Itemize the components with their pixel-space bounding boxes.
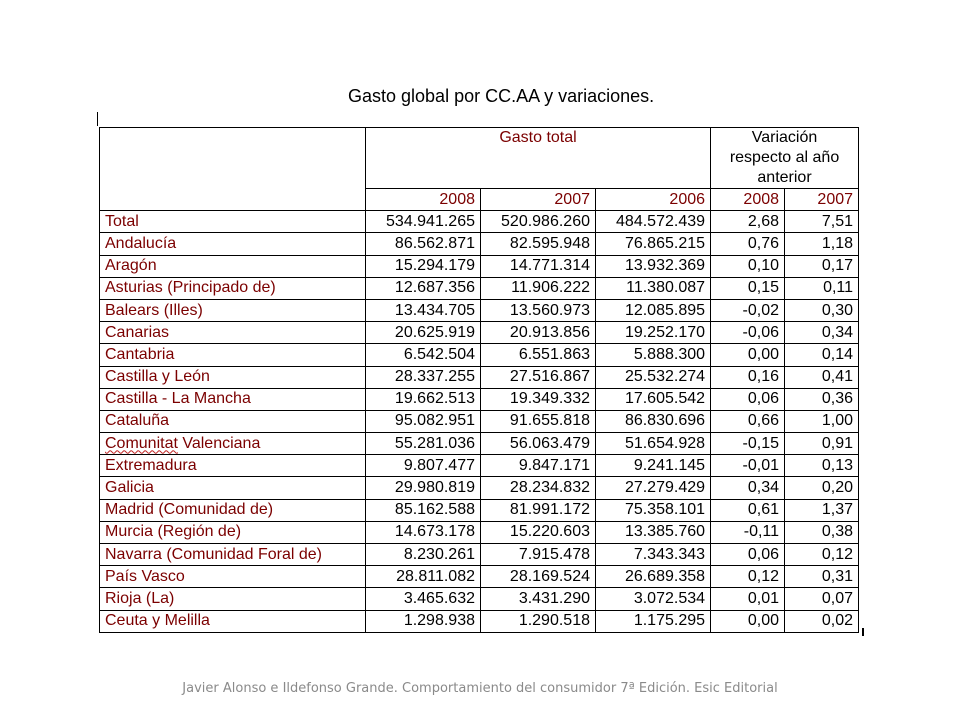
cell-var2007: 0,36 — [785, 388, 859, 410]
cell-v2006: 484.572.439 — [596, 211, 711, 233]
year-header-2006: 2006 — [596, 189, 711, 211]
cell-v2006: 26.689.358 — [596, 566, 711, 588]
cell-v2007: 27.516.867 — [481, 366, 596, 388]
region-name — [100, 588, 366, 610]
cell-var2007: 0,34 — [785, 322, 859, 344]
cell-var2007: 0,30 — [785, 299, 859, 321]
table-row — [100, 233, 859, 255]
cell-v2008: 20.625.919 — [366, 322, 481, 344]
region-name-text: Asturias (Principado de) — [105, 279, 276, 297]
cell-v2007: 91.655.818 — [481, 410, 596, 432]
cell-v2007: 28.234.832 — [481, 477, 596, 499]
cell-var2008: 0,12 — [711, 566, 785, 588]
table-row — [100, 299, 859, 321]
cell-var2007: 1,00 — [785, 410, 859, 432]
footer-citation: Javier Alonso e Ildefonso Grande. Comportamiento del consumidor 7ª Edición. Esic Editorial — [182, 681, 778, 696]
cell-v2008: 28.337.255 — [366, 366, 481, 388]
cell-var2008: -0,06 — [711, 322, 785, 344]
corner-mark-bottom-right — [862, 628, 864, 636]
region-name-text: Ceuta y Melilla — [105, 612, 210, 630]
region-name — [100, 388, 366, 410]
cell-var2007: 0,20 — [785, 477, 859, 499]
cell-var2008: 0,06 — [711, 388, 785, 410]
cell-v2006: 11.380.087 — [596, 277, 711, 299]
cell-v2007: 14.771.314 — [481, 255, 596, 277]
region-name-text: Total — [105, 212, 139, 230]
region-name-text: Murcia (Región de) — [105, 523, 242, 541]
cell-v2008: 6.542.504 — [366, 344, 481, 366]
region-name — [100, 521, 366, 543]
region-name-text: Madrid (Comunidad de) — [105, 501, 274, 519]
table-row — [100, 544, 859, 566]
region-name — [100, 299, 366, 321]
header-variacion — [711, 128, 859, 189]
cell-v2008: 86.562.871 — [366, 233, 481, 255]
cell-v2006: 12.085.895 — [596, 299, 711, 321]
cell-v2006: 7.343.343 — [596, 544, 711, 566]
table-row — [100, 521, 859, 543]
cell-v2008: 55.281.036 — [366, 433, 481, 455]
region-name-text: Aragón — [105, 257, 157, 275]
cell-v2007: 28.169.524 — [481, 566, 596, 588]
header-empty-cell — [100, 128, 366, 211]
cell-v2008: 8.230.261 — [366, 544, 481, 566]
region-name — [100, 433, 366, 455]
cell-var2008: 0,61 — [711, 499, 785, 521]
region-name-text: Canarias — [105, 323, 170, 341]
variation-header-2008: 2008 — [711, 189, 785, 211]
cell-var2008: -0,15 — [711, 433, 785, 455]
table-row — [100, 344, 859, 366]
region-name-text: Castilla y León — [105, 368, 210, 386]
cell-v2007: 13.560.973 — [481, 299, 596, 321]
region-name-text: Balears (Illes) — [105, 301, 203, 319]
cell-var2008: 0,00 — [711, 610, 785, 632]
region-name — [100, 499, 366, 521]
region-name-text: Comunitat Valenciana — [105, 434, 261, 452]
cell-v2006: 76.865.215 — [596, 233, 711, 255]
cell-var2008: 0,10 — [711, 255, 785, 277]
table-row — [100, 211, 859, 233]
cell-var2007: 1,37 — [785, 499, 859, 521]
cell-v2006: 75.358.101 — [596, 499, 711, 521]
cell-var2008: -0,11 — [711, 521, 785, 543]
table-row — [100, 388, 859, 410]
cell-v2008: 95.082.951 — [366, 410, 481, 432]
cell-v2008: 19.662.513 — [366, 388, 481, 410]
cell-v2007: 19.349.332 — [481, 388, 596, 410]
cell-var2007: 1,18 — [785, 233, 859, 255]
cell-v2006: 51.654.928 — [596, 433, 711, 455]
cell-v2006: 9.241.145 — [596, 455, 711, 477]
cell-v2008: 28.811.082 — [366, 566, 481, 588]
region-name — [100, 366, 366, 388]
region-name-text: Galicia — [105, 479, 154, 497]
region-name — [100, 566, 366, 588]
cell-v2006: 19.252.170 — [596, 322, 711, 344]
cell-var2007: 0,91 — [785, 433, 859, 455]
cell-var2008: 0,16 — [711, 366, 785, 388]
table-row — [100, 499, 859, 521]
table-row — [100, 588, 859, 610]
cell-v2006: 13.932.369 — [596, 255, 711, 277]
region-name — [100, 233, 366, 255]
cell-v2007: 3.431.290 — [481, 588, 596, 610]
cell-v2008: 1.298.938 — [366, 610, 481, 632]
cell-v2008: 9.807.477 — [366, 455, 481, 477]
cell-var2008: 0,06 — [711, 544, 785, 566]
cell-v2006: 1.175.295 — [596, 610, 711, 632]
region-name-text: Andalucía — [105, 234, 177, 252]
table-row — [100, 455, 859, 477]
region-name — [100, 322, 366, 344]
cell-v2007: 82.595.948 — [481, 233, 596, 255]
region-name — [100, 610, 366, 632]
cell-var2007: 0,14 — [785, 344, 859, 366]
cell-v2007: 81.991.172 — [481, 499, 596, 521]
table-title: Gasto global por CC.AA y variaciones. — [348, 86, 655, 106]
cell-var2008: -0,02 — [711, 299, 785, 321]
cell-var2008: 0,76 — [711, 233, 785, 255]
spellcheck-word: Comunitat — [105, 434, 178, 452]
corner-mark-top-left — [97, 112, 98, 126]
cell-var2008: 0,15 — [711, 277, 785, 299]
table-row — [100, 566, 859, 588]
cell-v2008: 13.434.705 — [366, 299, 481, 321]
header-variacion-line: respecto al año — [729, 149, 840, 166]
region-name-text: Rioja (La) — [105, 589, 175, 607]
table-row — [100, 477, 859, 499]
header-row-top — [100, 128, 859, 189]
table-row — [100, 410, 859, 432]
table-row — [100, 610, 859, 632]
region-name — [100, 277, 366, 299]
spending-table — [99, 127, 859, 633]
cell-var2007: 7,51 — [785, 211, 859, 233]
cell-v2007: 11.906.222 — [481, 277, 596, 299]
cell-v2006: 13.385.760 — [596, 521, 711, 543]
cell-v2007: 20.913.856 — [481, 322, 596, 344]
cell-v2007: 9.847.171 — [481, 455, 596, 477]
header-variacion-line: Variación — [751, 129, 818, 146]
region-name — [100, 544, 366, 566]
cell-var2007: 0,07 — [785, 588, 859, 610]
region-name-text: Extremadura — [105, 456, 197, 474]
region-name — [100, 344, 366, 366]
cell-var2007: 0,41 — [785, 366, 859, 388]
cell-var2008: 2,68 — [711, 211, 785, 233]
cell-var2007: 0,38 — [785, 521, 859, 543]
region-name-text: Cantabria — [105, 345, 175, 363]
cell-var2007: 0,31 — [785, 566, 859, 588]
cell-v2006: 3.072.534 — [596, 588, 711, 610]
variation-header-2007: 2007 — [785, 189, 859, 211]
cell-v2007: 56.063.479 — [481, 433, 596, 455]
year-header-2008: 2008 — [366, 189, 481, 211]
table-row — [100, 255, 859, 277]
header-variacion-line: anterior — [757, 169, 812, 186]
cell-v2008: 85.162.588 — [366, 499, 481, 521]
cell-var2008: -0,01 — [711, 455, 785, 477]
cell-v2007: 6.551.863 — [481, 344, 596, 366]
cell-v2007: 15.220.603 — [481, 521, 596, 543]
header-gasto-total: Gasto total — [366, 128, 711, 189]
cell-v2008: 15.294.179 — [366, 255, 481, 277]
cell-v2007: 520.986.260 — [481, 211, 596, 233]
cell-v2008: 3.465.632 — [366, 588, 481, 610]
table-row — [100, 433, 859, 455]
cell-v2006: 86.830.696 — [596, 410, 711, 432]
cell-v2006: 17.605.542 — [596, 388, 711, 410]
region-name-text: Castilla - La Mancha — [105, 390, 251, 408]
cell-var2007: 0,17 — [785, 255, 859, 277]
cell-var2007: 0,11 — [785, 277, 859, 299]
region-name — [100, 211, 366, 233]
cell-v2006: 25.532.274 — [596, 366, 711, 388]
cell-v2008: 14.673.178 — [366, 521, 481, 543]
region-name — [100, 255, 366, 277]
table-row — [100, 322, 859, 344]
cell-var2007: 0,13 — [785, 455, 859, 477]
region-name-text: Cataluña — [105, 412, 170, 430]
cell-var2008: 0,66 — [711, 410, 785, 432]
cell-v2006: 5.888.300 — [596, 344, 711, 366]
cell-var2008: 0,34 — [711, 477, 785, 499]
cell-v2008: 12.687.356 — [366, 277, 481, 299]
year-header-2007: 2007 — [481, 189, 596, 211]
region-name-text: País Vasco — [105, 567, 185, 585]
cell-v2008: 534.941.265 — [366, 211, 481, 233]
cell-var2007: 0,02 — [785, 610, 859, 632]
table-row — [100, 277, 859, 299]
cell-var2007: 0,12 — [785, 544, 859, 566]
table-row — [100, 366, 859, 388]
region-name — [100, 410, 366, 432]
cell-v2006: 27.279.429 — [596, 477, 711, 499]
region-name — [100, 455, 366, 477]
cell-v2007: 1.290.518 — [481, 610, 596, 632]
cell-v2008: 29.980.819 — [366, 477, 481, 499]
cell-var2008: 0,01 — [711, 588, 785, 610]
region-name — [100, 477, 366, 499]
region-name-text: Navarra (Comunidad Foral de) — [105, 545, 322, 563]
cell-var2008: 0,00 — [711, 344, 785, 366]
cell-v2007: 7.915.478 — [481, 544, 596, 566]
